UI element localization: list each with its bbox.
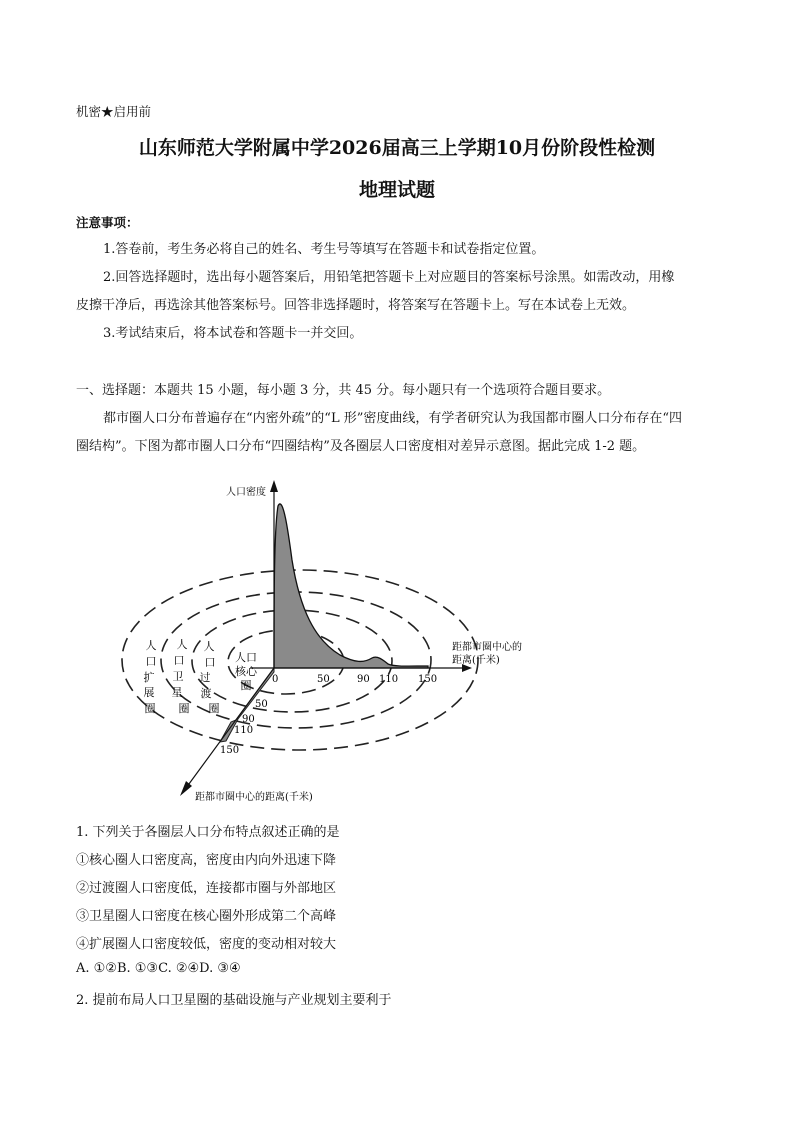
satellite-ring-label-5: 圈 bbox=[178, 702, 190, 715]
core-ring-label-2: 核心 bbox=[235, 665, 257, 678]
transition-ring-label-2: 口 bbox=[204, 656, 216, 669]
depth-tick-50: 50 bbox=[255, 699, 268, 710]
depth-axis bbox=[186, 668, 274, 788]
question-1-option-3: ③卫星圈人口密度在核心圈外形成第二个高峰 bbox=[76, 909, 337, 924]
satellite-ring-label-3: 卫 bbox=[172, 670, 184, 683]
section-heading: 一、选择题：本题共 15 小题，每小题 3 分，共 45 分。每小题只有一个选项符合题目要求。 bbox=[76, 383, 611, 398]
transition-ring-label-4: 渡 bbox=[200, 687, 212, 700]
y-axis-label: 人口密度 bbox=[226, 487, 266, 498]
expansion-ring-label-5: 圈 bbox=[144, 702, 156, 715]
expansion-ring-label-2: 口 bbox=[145, 655, 157, 668]
x-axis-label-line-2: 距离(千米) bbox=[452, 655, 500, 666]
depth-tick-110: 110 bbox=[234, 725, 254, 736]
x-tick-0: 0 bbox=[272, 674, 279, 685]
intro-line-2: 圈结构”。下图为都市圈人口分布“四圈结构”及各圈层人口密度相对差异示意图。据此完成 1-2 题。 bbox=[76, 439, 646, 454]
y-axis-arrow bbox=[270, 480, 278, 492]
depth-tick-150: 150 bbox=[220, 745, 240, 756]
expansion-ring-label-4: 展 bbox=[143, 686, 155, 699]
exam-subject: 地理试题 bbox=[358, 179, 435, 201]
transition-ring-label-1: 人 bbox=[203, 640, 215, 653]
x-tick-150: 150 bbox=[418, 674, 438, 685]
depth-tick-90: 90 bbox=[242, 714, 255, 725]
x-axis-label-line-1: 距都市圈中心的 bbox=[452, 642, 522, 653]
notice-item-3: 3.考试结束后，将本试卷和答题卡一并交回。 bbox=[103, 326, 363, 341]
satellite-ring-label-4: 星 bbox=[171, 686, 183, 699]
core-ring-label-1: 人口 bbox=[235, 651, 257, 664]
satellite-ring-label-2: 口 bbox=[173, 654, 185, 667]
exam-title: 山东师范大学附属中学2026届高三上学期10月份阶段性检测 bbox=[138, 137, 656, 159]
depth-axis-label: 距都市圈中心的距离(千米) bbox=[195, 792, 313, 803]
intro-line-1: 都市圈人口分布普遍存在“内密外疏”的“L 形”密度曲线，有学者研究认为我国都市圈人口分布存在“四 bbox=[103, 411, 682, 426]
x-tick-110: 110 bbox=[379, 674, 399, 685]
question-2-stem: 2. 提前布局人口卫星圈的基础设施与产业规划主要利于 bbox=[76, 993, 392, 1008]
x-tick-90: 90 bbox=[357, 674, 370, 685]
core-ring-label-3: 圈 bbox=[240, 679, 252, 692]
question-1-option-2: ②过渡圈人口密度低，连接都市圈与外部地区 bbox=[76, 881, 337, 896]
transition-ring-label-3: 过 bbox=[199, 671, 211, 684]
population-ring-diagram bbox=[110, 474, 550, 814]
density-curve-main bbox=[274, 504, 428, 668]
notice-item-2-line-2: 皮擦干净后，再选涂其他答案标号。回答非选择题时，将答案写在答题卡上。写在本试卷上无效。 bbox=[76, 298, 636, 313]
expansion-ring-label-3: 扩 bbox=[143, 671, 155, 684]
confidential-mark: 机密★启用前 bbox=[76, 104, 152, 119]
question-1-stem: 1. 下列关于各圈层人口分布特点叙述正确的是 bbox=[76, 825, 340, 840]
notice-heading: 注意事项： bbox=[76, 215, 139, 230]
question-1-choices: A. ①②B. ①③C. ②④D. ③④ bbox=[76, 961, 241, 976]
transition-ring-label-5: 圈 bbox=[208, 702, 220, 715]
notice-item-2-line-1: 2.回答选择题时，选出每小题答案后，用铅笔把答题卡上对应题目的答案标号涂黑。如需改动，用橡 bbox=[103, 270, 675, 285]
question-1-option-1: ①核心圈人口密度高，密度由内向外迅速下降 bbox=[76, 853, 337, 868]
expansion-ring-label-1: 人 bbox=[145, 639, 157, 652]
notice-item-1: 1.答卷前，考生务必将自己的姓名、考生号等填写在答题卡和试卷指定位置。 bbox=[103, 242, 545, 257]
question-1-option-4: ④扩展圈人口密度较低，密度的变动相对较大 bbox=[76, 937, 337, 952]
satellite-ring-label-1: 人 bbox=[176, 638, 188, 651]
x-tick-50: 50 bbox=[317, 674, 330, 685]
